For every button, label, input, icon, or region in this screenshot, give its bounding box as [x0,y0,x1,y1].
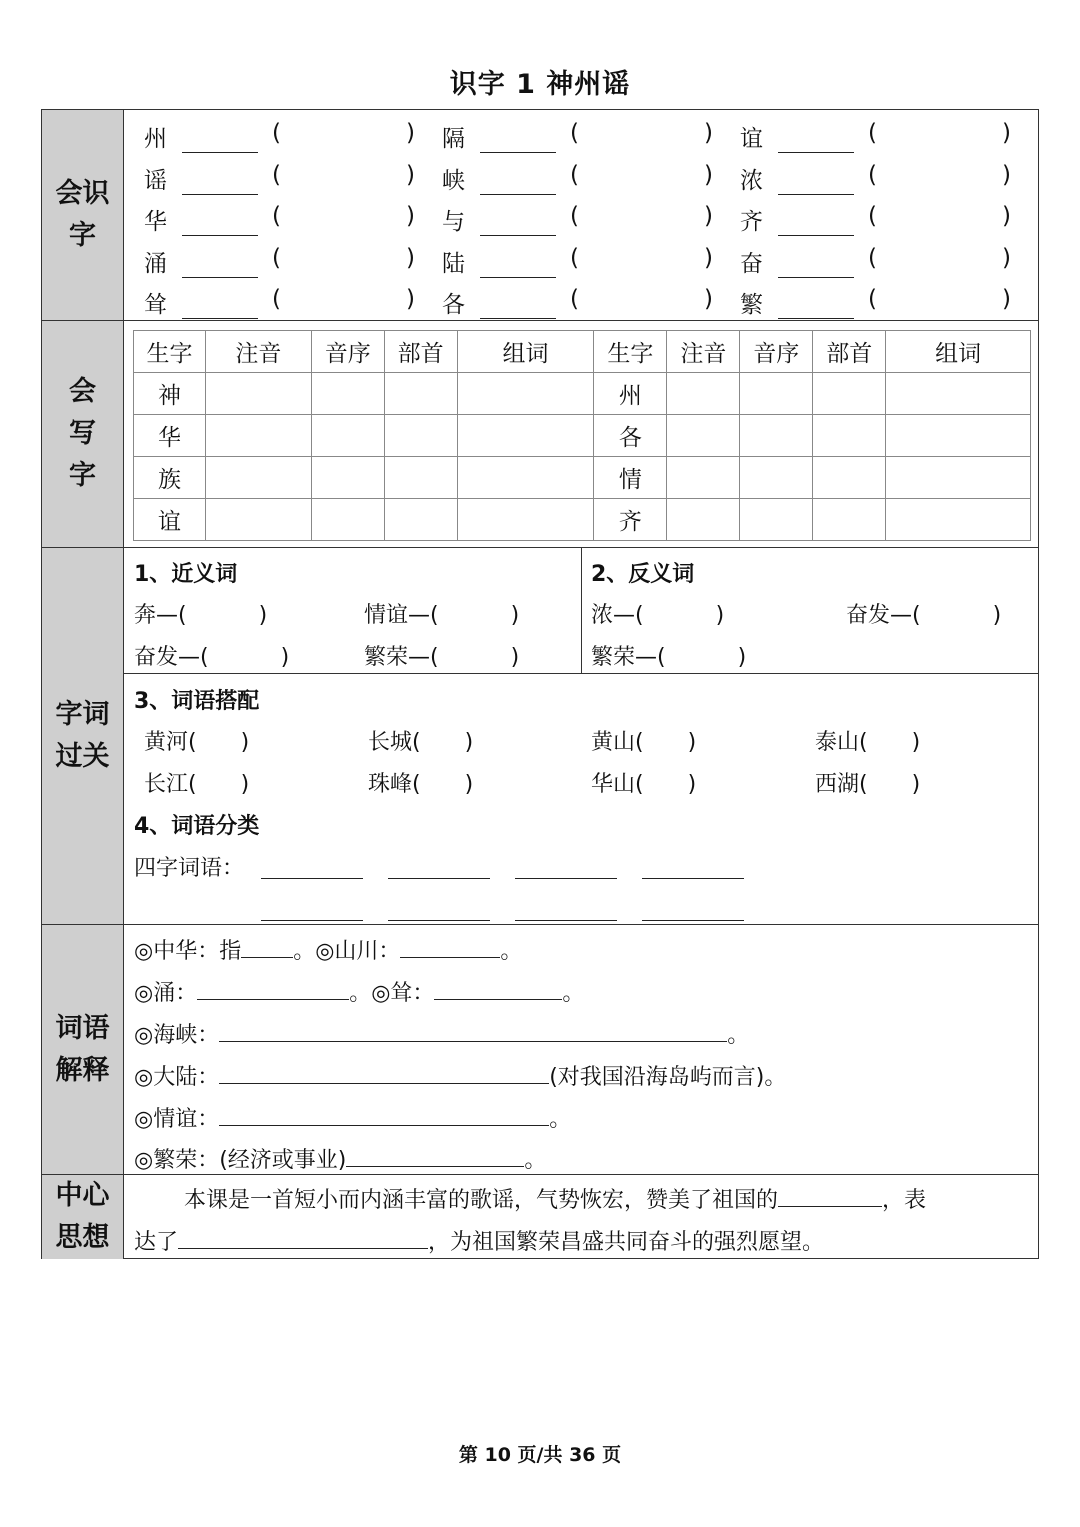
table-cell-blank[interactable] [813,373,886,415]
table-cell-blank[interactable] [813,457,886,499]
close-paren: ) [1002,203,1011,229]
write-table [133,330,1031,541]
section-words [42,548,1038,925]
classify-blank[interactable] [388,878,490,879]
recognize-char: 繁 [740,292,763,318]
recognize-char: 华 [144,209,167,235]
match-item: 西湖( ) [815,772,921,797]
table-cell-blank[interactable] [384,415,457,457]
recognize-char: 峡 [442,167,465,194]
recognize-row [124,120,1038,160]
section-write [42,321,1038,548]
synonym-item: 奔—( ) [134,603,268,628]
match-item: 珠峰( ) [368,772,474,797]
close-paren: ) [406,161,415,188]
table-cell-blank[interactable] [667,373,740,415]
pinyin-blank[interactable] [182,194,258,195]
table-cell-blank[interactable] [813,415,886,457]
recognize-content [124,110,1038,320]
synonym-item: 繁荣—( ) [364,645,520,670]
table-header-cell: 生字 [594,331,667,373]
table-cell-blank[interactable] [813,499,886,541]
table-cell-blank[interactable] [311,457,384,499]
table-header-cell: 注音 [205,331,311,373]
theme-content [124,1175,1038,1259]
table-cell-char: 齐 [594,499,667,541]
classify-blank[interactable] [261,878,363,879]
recognize-char: 与 [442,209,465,235]
open-paren: ( [868,161,877,188]
close-paren: ) [704,286,713,312]
close-paren: ) [406,120,415,146]
close-paren: ) [1002,286,1011,312]
table-cell-blank[interactable] [886,499,1031,541]
recognize-char: 隔 [442,126,465,152]
recognize-char: 耸 [144,292,167,318]
open-paren: ( [868,244,877,271]
table-row [134,499,1031,541]
pinyin-blank[interactable] [778,318,854,319]
table-cell-blank[interactable] [384,373,457,415]
explain-line-fanrong: ◎繁荣：(经济或事业) 。 [134,1148,547,1173]
classify-title: 4、词语分类 [134,814,260,839]
worksheet [41,109,1039,1259]
open-paren: ( [570,286,579,312]
antonym-item: 繁荣—( ) [591,645,747,670]
open-paren: ( [272,161,281,188]
table-cell-char: 州 [594,373,667,415]
table-cell-blank[interactable] [667,499,740,541]
recognize-row [124,162,1038,202]
synonyms-title: 1、近义词 [134,562,238,587]
table-cell-blank[interactable] [740,499,813,541]
table-cell-blank[interactable] [740,415,813,457]
explain-line-yong: ◎涌： 。◎耸： 。 [134,981,585,1006]
table-cell-blank[interactable] [457,415,594,457]
section-label-explain: 词语 解释 [42,925,124,1174]
section-recognize [42,110,1038,321]
recognize-char: 涌 [144,250,167,277]
close-paren: ) [1002,120,1011,146]
table-cell-blank[interactable] [205,373,311,415]
words-content [124,548,1038,924]
table-cell-blank[interactable] [457,499,594,541]
match-item: 华山( ) [591,772,697,797]
divider-vertical [581,548,582,673]
table-header-cell: 音序 [311,331,384,373]
table-cell-blank[interactable] [740,457,813,499]
four-char-label: 四字词语： [134,856,245,881]
table-header-row [134,331,1031,373]
recognize-char: 谣 [144,167,167,194]
pinyin-blank[interactable] [480,277,556,278]
antonyms-title: 2、反义词 [591,562,695,587]
recognize-char: 谊 [740,126,763,152]
open-paren: ( [570,244,579,271]
match-title: 3、词语搭配 [134,689,260,714]
pinyin-blank[interactable] [480,152,556,153]
classify-blank[interactable] [515,920,617,921]
explain-line-dalu: ◎大陆： (对我国沿海岛屿而言)。 [134,1065,787,1090]
close-paren: ) [406,244,415,271]
recognize-char: 陆 [442,250,465,277]
divider-horizontal [124,673,1038,674]
table-header-cell: 组词 [886,331,1031,373]
classify-blank[interactable] [642,920,744,921]
match-item: 长江( ) [144,772,250,797]
open-paren: ( [868,203,877,229]
close-paren: ) [1002,244,1011,271]
table-cell-blank[interactable] [311,499,384,541]
recognize-char: 齐 [740,209,763,235]
open-paren: ( [570,161,579,188]
open-paren: ( [868,120,877,146]
open-paren: ( [272,120,281,146]
explain-line-haixia: ◎海峡： 。 [134,1023,750,1048]
close-paren: ) [406,203,415,229]
recognize-row [124,203,1038,243]
table-cell-blank[interactable] [205,415,311,457]
antonym-item: 奋发—( ) [846,603,1002,628]
table-header-cell: 音序 [740,331,813,373]
table-header-cell: 部首 [813,331,886,373]
section-label-write: 会 写 字 [42,321,124,547]
open-paren: ( [570,203,579,229]
pinyin-blank[interactable] [480,194,556,195]
section-label-recognize: 会识 字 [42,110,124,320]
pinyin-blank[interactable] [778,277,854,278]
match-item: 长城( ) [368,730,474,755]
table-cell-blank[interactable] [205,457,311,499]
table-row [134,415,1031,457]
recognize-char: 州 [144,126,167,152]
theme-line-1: 本课是一首短小而内涵丰富的歌谣，气势恢宏，赞美了祖国的 ，表 [184,1188,927,1213]
table-cell-blank[interactable] [205,499,311,541]
table-cell-blank[interactable] [384,499,457,541]
classify-blank[interactable] [642,878,744,879]
write-content [124,321,1038,547]
pinyin-blank[interactable] [778,194,854,195]
recognize-row [124,286,1038,326]
open-paren: ( [570,120,579,146]
table-cell-blank[interactable] [311,415,384,457]
explain-line-qingyi: ◎情谊： 。 [134,1107,572,1132]
explain-line-zhonghua: ◎中华：指 。◎山川： 。 [134,939,523,964]
table-cell-blank[interactable] [667,457,740,499]
pinyin-blank[interactable] [182,235,258,236]
synonym-item: 奋发—( ) [134,645,290,670]
open-paren: ( [272,286,281,312]
table-header-cell: 组词 [457,331,594,373]
synonym-item: 情谊—( ) [364,603,520,628]
table-cell-blank[interactable] [886,373,1031,415]
table-cell-char: 谊 [134,499,206,541]
classify-blank[interactable] [261,920,363,921]
table-cell-blank[interactable] [667,415,740,457]
close-paren: ) [704,120,713,146]
classify-blank[interactable] [388,920,490,921]
theme-line-2: 达了 ，为祖国繁荣昌盛共同奋斗的强烈愿望。 [134,1230,825,1255]
table-cell-char: 神 [134,373,206,415]
table-row [134,457,1031,499]
recognize-row [124,245,1038,285]
close-paren: ) [406,286,415,312]
recognize-char: 浓 [740,167,763,194]
pinyin-blank[interactable] [778,152,854,153]
table-cell-blank[interactable] [384,457,457,499]
table-cell-char: 各 [594,415,667,457]
table-cell-blank[interactable] [740,373,813,415]
section-explain [42,925,1038,1175]
pinyin-blank[interactable] [182,152,258,153]
explain-content [124,925,1038,1174]
classify-blank[interactable] [515,878,617,879]
page-footer: 第 10 页/共 36 页 [458,1444,622,1466]
table-cell-char: 情 [594,457,667,499]
open-paren: ( [272,203,281,229]
open-paren: ( [272,244,281,271]
section-label-words: 字词 过关 [42,548,124,924]
table-cell-blank[interactable] [311,373,384,415]
page-title: 识字 1 神州谣 [449,69,631,100]
match-item: 黄河( ) [144,730,250,755]
close-paren: ) [704,203,713,229]
pinyin-blank[interactable] [182,277,258,278]
pinyin-blank[interactable] [480,235,556,236]
table-cell-char: 华 [134,415,206,457]
recognize-char: 奋 [740,250,763,277]
table-header-cell: 注音 [667,331,740,373]
section-label-theme: 中心 思想 [42,1175,124,1259]
open-paren: ( [868,286,877,312]
table-cell-blank[interactable] [886,415,1031,457]
table-cell-blank[interactable] [457,457,594,499]
match-item: 黄山( ) [591,730,697,755]
close-paren: ) [704,244,713,271]
table-cell-char: 族 [134,457,206,499]
close-paren: ) [1002,161,1011,188]
table-cell-blank[interactable] [886,457,1031,499]
recognize-char: 各 [442,292,465,318]
table-cell-blank[interactable] [457,373,594,415]
close-paren: ) [704,161,713,188]
table-header-cell: 部首 [384,331,457,373]
match-item: 泰山( ) [815,730,921,755]
table-header-cell: 生字 [134,331,206,373]
antonym-item: 浓—( ) [591,603,725,628]
pinyin-blank[interactable] [480,318,556,319]
section-theme [42,1175,1038,1259]
table-row [134,373,1031,415]
pinyin-blank[interactable] [778,235,854,236]
pinyin-blank[interactable] [182,318,258,319]
